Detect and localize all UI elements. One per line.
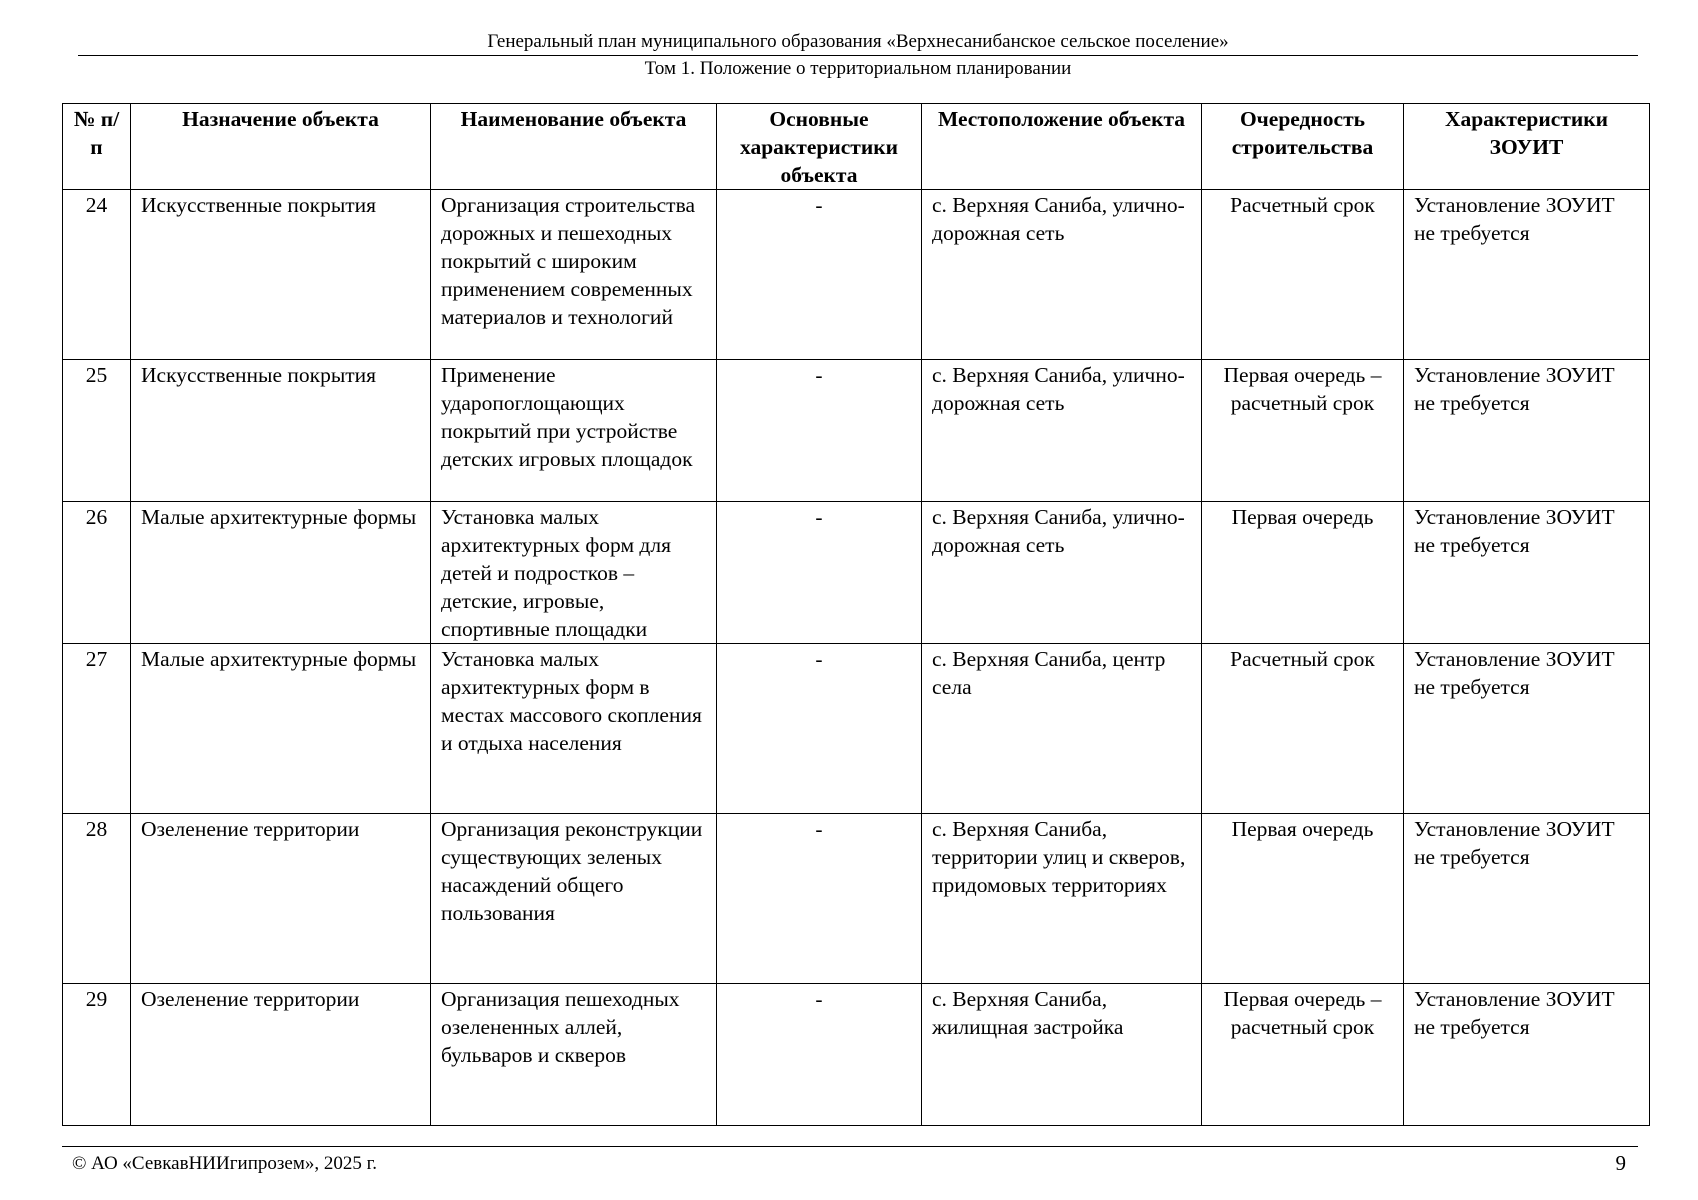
column-header-name: Наименование объекта [431,104,717,190]
cell-zouit: Установление ЗОУИТ не требуется [1404,360,1650,502]
document-subtitle: Том 1. Положение о территориальном планировании [644,58,1072,79]
cell-purpose: Малые архитектурные формы [131,644,431,814]
cell-queue: Первая очередь – расчетный срок [1202,360,1404,502]
footer-divider [62,1146,1638,1147]
planning-objects-table [62,103,1650,1126]
cell-number: 24 [63,190,131,360]
column-header-location: Местоположение объекта [922,104,1202,190]
cell-queue: Первая очередь – расчетный срок [1202,984,1404,1126]
cell-queue: Расчетный срок [1202,190,1404,360]
cell-zouit: Установление ЗОУИТ не требуется [1404,984,1650,1126]
table-header-row [63,104,1650,190]
page-number: 9 [1615,1151,1626,1175]
cell-characteristics: - [717,360,922,502]
cell-name: Установка малых архитектурных форм в местах массового скопления и отдыха населения [431,644,717,814]
cell-location: с. Верхняя Саниба, улично-дорожная сеть [922,360,1202,502]
cell-zouit: Установление ЗОУИТ не требуется [1404,190,1650,360]
cell-queue: Первая очередь [1202,814,1404,984]
cell-location: с. Верхняя Саниба, территории улиц и скверов, придомовых территориях [922,814,1202,984]
cell-number: 25 [63,360,131,502]
cell-location: с. Верхняя Саниба, жилищная застройка [922,984,1202,1126]
cell-number: 27 [63,644,131,814]
column-header-zouit: Характеристики ЗОУИТ [1404,104,1650,190]
cell-number: 29 [63,984,131,1126]
cell-name: Организация реконструкции существующих зеленых насаждений общего пользования [431,814,717,984]
cell-queue: Расчетный срок [1202,644,1404,814]
cell-characteristics: - [717,190,922,360]
cell-name: Организация строительства дорожных и пешеходных покрытий с широким применением современных материалов и технологий [431,190,717,360]
cell-characteristics: - [717,502,922,644]
cell-zouit: Установление ЗОУИТ не требуется [1404,814,1650,984]
table-row [63,190,1650,360]
cell-location: с. Верхняя Саниба, улично-дорожная сеть [922,190,1202,360]
cell-name: Организация пешеходных озелененных аллей, бульваров и скверов [431,984,717,1126]
cell-zouit: Установление ЗОУИТ не требуется [1404,644,1650,814]
cell-number: 26 [63,502,131,644]
column-header-characteristics: Основные характеристики объекта [717,104,922,190]
cell-number: 28 [63,814,131,984]
table-row [63,644,1650,814]
column-header-number: № п/п [63,104,131,190]
cell-purpose: Озеленение территории [131,814,431,984]
cell-characteristics: - [717,644,922,814]
cell-purpose: Искусственные покрытия [131,190,431,360]
cell-name: Установка малых архитектурных форм для детей и подростков – детские, игровые, спортивные площадки [431,502,717,644]
footer-copyright: © АО «СевкавНИИгипрозем», 2025 г. [72,1153,377,1174]
cell-zouit: Установление ЗОУИТ не требуется [1404,502,1650,644]
cell-location: с. Верхняя Саниба, центр села [922,644,1202,814]
column-header-purpose: Назначение объекта [131,104,431,190]
cell-purpose: Малые архитектурные формы [131,502,431,644]
document-title: Генеральный план муниципального образования «Верхнесанибанское сельское поселение» [487,31,1229,52]
header-divider [78,55,1638,56]
cell-queue: Первая очередь [1202,502,1404,644]
cell-location: с. Верхняя Саниба, улично-дорожная сеть [922,502,1202,644]
table-row [63,984,1650,1126]
table-row [63,502,1650,644]
column-header-queue: Очередность строительства [1202,104,1404,190]
cell-name: Применение ударопоглощающих покрытий при устройстве детских игровых площадок [431,360,717,502]
cell-characteristics: - [717,814,922,984]
cell-characteristics: - [717,984,922,1126]
table-row [63,360,1650,502]
cell-purpose: Озеленение территории [131,984,431,1126]
table-row [63,814,1650,984]
cell-purpose: Искусственные покрытия [131,360,431,502]
